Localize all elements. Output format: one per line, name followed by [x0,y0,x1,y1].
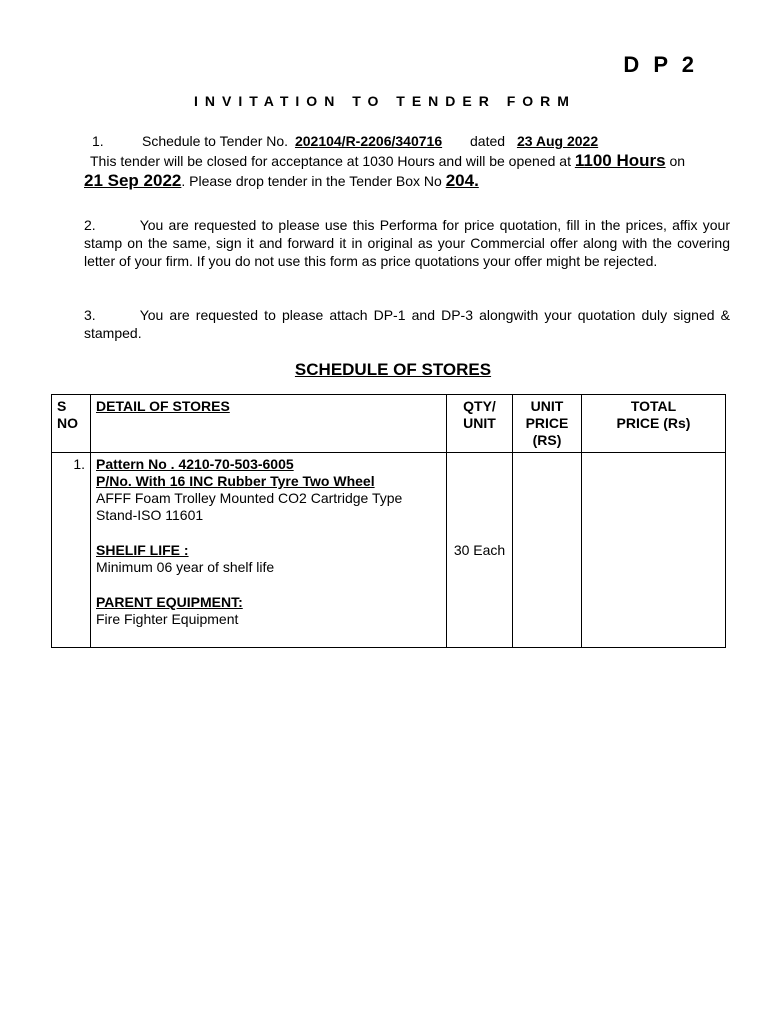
para-3-number: 3. [84,307,96,323]
header-qty [447,395,513,453]
header-sno-line1: S [57,398,67,414]
row-sno: 1. [52,453,91,648]
dated-label: dated [470,133,506,149]
closing-text: This tender will be closed for acceptance at 1030 Hours and will be opened at [90,153,571,169]
row-detail [91,453,447,648]
description-line2: Stand-ISO 11601 [96,507,204,523]
pattern-number: Pattern No . 4210-70-503-6005 [96,456,294,472]
header-qty-line2: UNIT [463,415,496,431]
drop-text: . Please drop tender in the Tender Box No [181,173,442,189]
para-2 [84,216,730,270]
para-2-text: You are requested to please use this Performa for price quotation, fill in the prices, affix your stamp on the same, sign it and forward it in original as your Commercial offer along with the covering letter of your firm. If you do not use this form as price quotations your offer might be rejected. [84,217,730,269]
row-total-price[interactable] [582,453,726,648]
parent-equipment-value: Fire Fighter Equipment [96,611,239,627]
header-unit-line2: PRICE [525,415,569,431]
header-unit-price [513,395,582,453]
para-3-text: You are requested to please attach DP-1 and DP-3 alongwith your quotation duly signed & stamped. [84,307,730,341]
tender-box-number: 204. [445,171,479,190]
para-1-schedule-line [92,132,738,150]
shelf-life-value: Minimum 06 year of shelf life [96,559,275,575]
header-unit-line1: UNIT [530,398,564,414]
schedule-of-stores-table [51,394,726,648]
header-unit-line3: (RS) [532,432,562,448]
header-total-line1: TOTAL [630,398,677,414]
on-text: on [669,153,686,169]
para-1-closing-line [90,152,740,170]
row-qty: 30 Each [447,453,513,648]
tender-number: 202104/R-2206/340716 [294,133,443,149]
description-line1: AFFF Foam Trolley Mounted CO2 Cartridge Type [96,490,403,506]
shelf-life-label: SHELIF LIFE : [96,542,189,558]
para-1-number: 1. [92,133,104,149]
header-detail: DETAIL OF STORES [91,395,447,453]
table-header-row [52,395,726,453]
header-sno [52,395,91,453]
part-number: P/No. With 16 INC Rubber Tyre Two Wheel [96,473,375,489]
tender-date: 23 Aug 2022 [516,133,599,149]
header-sno-line2: NO [57,415,78,431]
para-3 [84,306,730,342]
schedule-text: Schedule to Tender No. [142,133,289,149]
table-row [52,453,726,648]
document-code: D P 2 [623,52,698,77]
header-qty-line1: QTY/ [463,398,496,414]
para-1-drop-line [84,172,730,190]
header-total-price [582,395,726,453]
schedule-title: SCHEDULE OF STORES [294,360,492,379]
para-2-number: 2. [84,217,96,233]
header-total-line2: PRICE (Rs) [616,415,691,431]
parent-equipment-label: PARENT EQUIPMENT: [96,594,243,610]
open-time: 1100 Hours [574,151,666,170]
form-title: INVITATION TO TENDER FORM [194,93,576,109]
open-date: 21 Sep 2022 [84,171,182,190]
row-unit-price[interactable] [513,453,582,648]
